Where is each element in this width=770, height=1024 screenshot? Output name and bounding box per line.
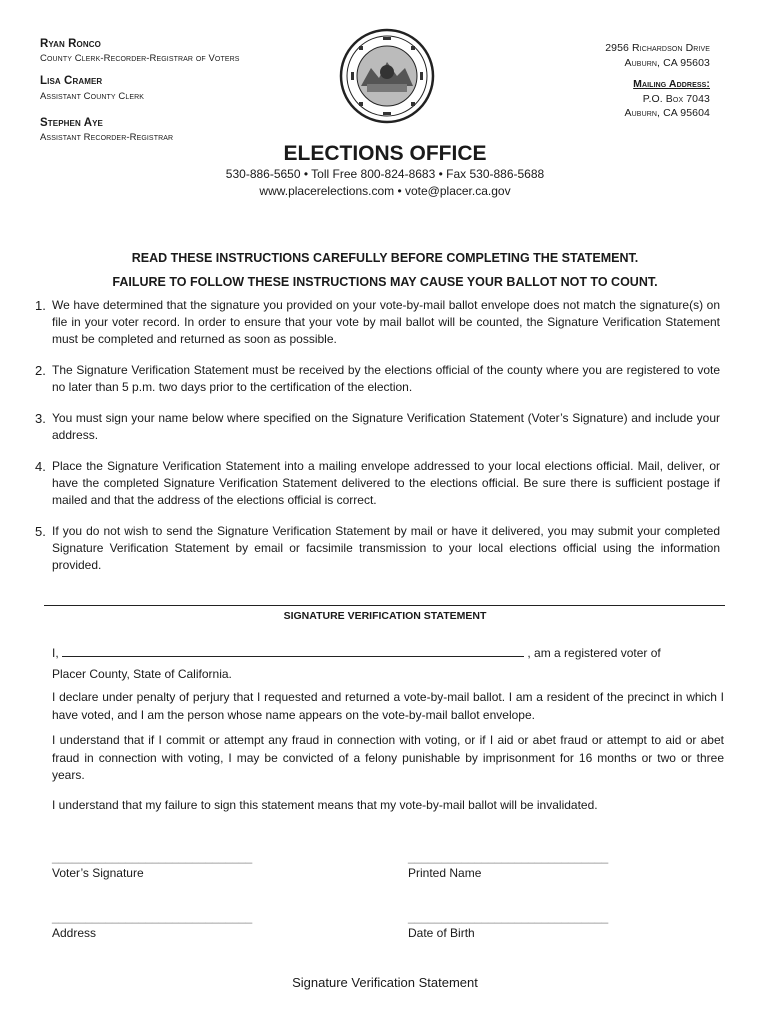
web-email-line: www.placerelections.com • vote@placer.ca.gov [259,184,511,198]
name-prefix: I, [52,646,59,660]
date-of-birth-label: Date of Birth [408,926,475,940]
assistant-clerk-title: Assistant County Clerk [40,91,145,102]
mailing-box: P.O. Box 7043 [642,93,710,105]
county-seal-icon [339,28,435,124]
mailing-label: Mailing Address: [633,78,710,90]
invalidation-notice: I understand that my failure to sign this statement means that my vote-by-mail ballot will be invalidated. [52,798,598,812]
fraud-warning: I understand that if I commit or attempt any fraud in connection with voting, or if I aid or abet fraud or attempt to aid or abet fraud in connection with voting, I may be convicted of a felony punishable by imprisonment for 16 months or two or three years. [52,733,724,782]
instruction-text: You must sign your name below where specified on the Signature Verification Statement (Voter’s Signature) and include your address. [52,411,720,442]
name-suffix: , am a registered voter of [527,646,661,660]
instruction-item [30,297,720,348]
voter-name-field[interactable] [62,644,524,657]
instruction-text: If you do not wish to send the Signature Verification Statement by mail or have it delivered, you may submit your completed Signature Verification Statement by email or facsimile transmission to your local elections official using the information provided. [52,524,720,572]
printed-name-label: Printed Name [408,866,482,880]
printed-name-field[interactable]: ______________________________ [408,850,609,864]
street-city: Auburn, CA 95603 [624,57,710,69]
instruction-number: 1. [35,298,46,313]
assistant-clerk-name: Lisa Cramer [40,75,103,87]
voter-signature-field[interactable]: ______________________________ [52,850,253,864]
date-of-birth-field[interactable]: ______________________________ [408,910,609,924]
instruction-number: 5. [35,524,46,539]
instruction-text: The Signature Verification Statement must be received by the elections official of the county where you are registered to vote no later than 5 p.m. two days prior to the certification of the election. [52,363,720,394]
address-label: Address [52,926,97,940]
street-address: 2956 Richardson Drive [605,42,710,54]
assistant-recorder-title: Assistant Recorder-Registrar [40,132,174,143]
instruction-item [30,458,720,509]
clerk-name: Ryan Ronco [40,38,101,50]
instruction-item [30,362,720,396]
address-field[interactable]: ______________________________ [52,910,253,924]
county-line: Placer County, State of California. [52,667,232,681]
perjury-declaration: I declare under penalty of perjury that I requested and returned a vote-by-mail ballot. I am a resident of the precinct in which I have voted, and I am the person whose name appears on the vote-by-mail ballot envelope. [52,690,724,722]
office-title: ELECTIONS OFFICE [283,142,487,165]
phone-line: 530-886-5650 • Toll Free 800-824-8683 • Fax 530-886-5688 [225,167,545,181]
instruction-text: We have determined that the signature you provided on your vote-by-mail ballot envelope does not match the signature(s) on file in your voter record. In order to ensure that your vote by mail ballot will be counted, the Signature Verification Statement must be completed and returned as soon as possible. [52,298,720,346]
statement-title: SIGNATURE VERIFICATION STATEMENT [283,610,487,622]
warning-read-instructions: READ THESE INSTRUCTIONS CAREFULLY BEFORE COMPLETING THE STATEMENT. [131,251,639,265]
instruction-number: 3. [35,411,46,426]
instruction-number: 4. [35,459,46,474]
voter-signature-label: Voter’s Signature [52,866,144,880]
instructions-list [30,297,720,588]
instruction-number: 2. [35,363,46,378]
section-divider [44,605,725,606]
instruction-item [30,523,720,574]
name-declaration-line [52,644,732,660]
instruction-text: Place the Signature Verification Statement into a mailing envelope addressed to your local elections official. Mail, deliver, or have the completed Signature Verification Statement delivered to the elections official. Be sure there is sufficient postage if mailed and that the address of the elections official is correct. [52,459,720,507]
footer-title: Signature Verification Statement [292,975,478,990]
mailing-city: Auburn, CA 95604 [624,107,710,119]
warning-ballot-not-count: FAILURE TO FOLLOW THESE INSTRUCTIONS MAY CAUSE YOUR BALLOT NOT TO COUNT. [112,275,658,289]
assistant-recorder-name: Stephen Aye [40,117,103,129]
clerk-title: County Clerk-Recorder-Registrar of Voters [40,53,240,64]
instruction-item [30,410,720,444]
